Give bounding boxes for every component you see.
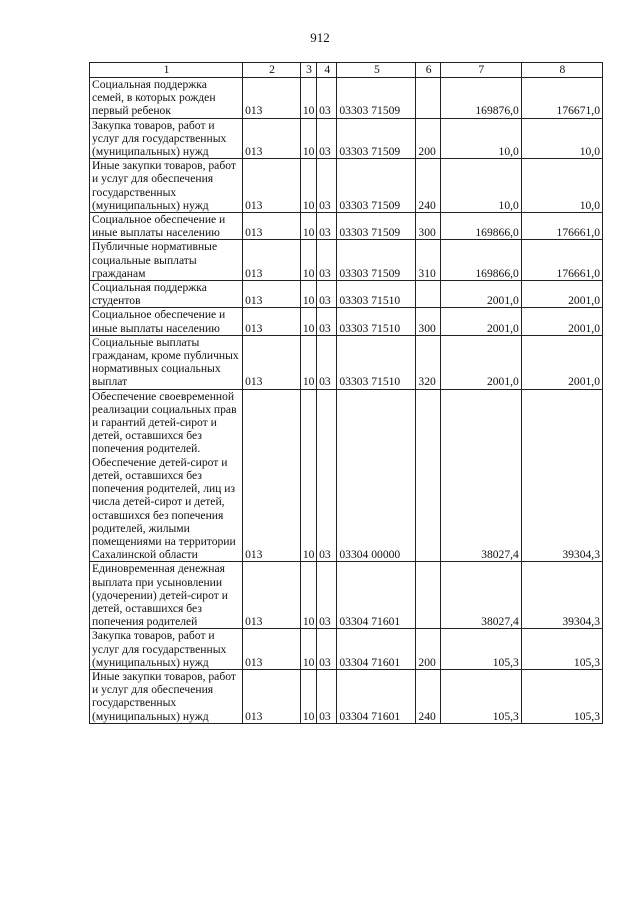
row-name: Публичные нормативные социальные выплаты гражданам xyxy=(90,240,243,281)
target-code: 03303 71510 xyxy=(337,281,416,308)
ministry-code: 013 xyxy=(243,281,301,308)
subsection-code: 03 xyxy=(317,629,337,670)
ministry-code: 013 xyxy=(243,78,301,119)
column-header: 3 xyxy=(300,63,316,78)
row-name: Социальная поддержка студентов xyxy=(90,281,243,308)
column-header: 8 xyxy=(521,63,602,78)
row-name: Закупка товаров, работ и услуг для государственных (муниципальных) нужд xyxy=(90,118,243,159)
expense-type-code: 240 xyxy=(416,159,440,213)
section-code: 10 xyxy=(300,562,316,629)
section-code: 10 xyxy=(300,240,316,281)
section-code: 10 xyxy=(300,389,316,562)
target-code: 03303 71509 xyxy=(337,213,416,240)
page-number: 912 xyxy=(310,30,330,45)
section-code: 10 xyxy=(300,669,316,723)
amount-year-2: 2001,0 xyxy=(521,308,602,335)
amount-year-2: 176671,0 xyxy=(521,78,602,119)
column-header: 6 xyxy=(416,63,440,78)
target-code: 03303 71510 xyxy=(337,308,416,335)
amount-year-2: 39304,3 xyxy=(521,562,602,629)
ministry-code: 013 xyxy=(243,629,301,670)
expense-type-code: 300 xyxy=(416,308,440,335)
amount-year-1: 10,0 xyxy=(440,159,521,213)
row-name: Социальное обеспечение и иные выплаты населению xyxy=(90,308,243,335)
table-row xyxy=(90,308,603,335)
subsection-code: 03 xyxy=(317,78,337,119)
amount-year-2: 10,0 xyxy=(521,159,602,213)
amount-year-2: 2001,0 xyxy=(521,335,602,389)
ministry-code: 013 xyxy=(243,389,301,562)
amount-year-2: 105,3 xyxy=(521,669,602,723)
ministry-code: 013 xyxy=(243,159,301,213)
expense-type-code xyxy=(416,78,440,119)
table-row xyxy=(90,335,603,389)
amount-year-1: 169876,0 xyxy=(440,78,521,119)
target-code: 03303 71510 xyxy=(337,335,416,389)
subsection-code: 03 xyxy=(317,281,337,308)
column-header: 7 xyxy=(440,63,521,78)
row-name: Социальная поддержка семей, в которых рожден первый ребенок xyxy=(90,78,243,119)
subsection-code: 03 xyxy=(317,213,337,240)
amount-year-1: 10,0 xyxy=(440,118,521,159)
column-header: 2 xyxy=(243,63,301,78)
expense-type-code: 200 xyxy=(416,629,440,670)
expense-type-code: 240 xyxy=(416,669,440,723)
target-code: 03303 71509 xyxy=(337,78,416,119)
section-code: 10 xyxy=(300,118,316,159)
expense-type-code: 300 xyxy=(416,213,440,240)
row-name: Иные закупки товаров, работ и услуг для обеспечения государственных (муниципальных) нужд xyxy=(90,669,243,723)
subsection-code: 03 xyxy=(317,159,337,213)
section-code: 10 xyxy=(300,335,316,389)
subsection-code: 03 xyxy=(317,118,337,159)
target-code: 03303 71509 xyxy=(337,118,416,159)
ministry-code: 013 xyxy=(243,335,301,389)
ministry-code: 013 xyxy=(243,562,301,629)
budget-table xyxy=(89,62,603,724)
table-row xyxy=(90,213,603,240)
row-name: Закупка товаров, работ и услуг для государственных (муниципальных) нужд xyxy=(90,629,243,670)
ministry-code: 013 xyxy=(243,240,301,281)
table-row xyxy=(90,159,603,213)
subsection-code: 03 xyxy=(317,335,337,389)
table-row xyxy=(90,562,603,629)
expense-type-code: 200 xyxy=(416,118,440,159)
section-code: 10 xyxy=(300,308,316,335)
target-code: 03304 71601 xyxy=(337,629,416,670)
subsection-code: 03 xyxy=(317,308,337,335)
amount-year-2: 2001,0 xyxy=(521,281,602,308)
section-code: 10 xyxy=(300,281,316,308)
table-row xyxy=(90,389,603,562)
table-row xyxy=(90,118,603,159)
row-name: Единовременная денежная выплата при усыновлении (удочерении) детей-сирот и детей, оставшихся без попечения родителей xyxy=(90,562,243,629)
expense-type-code: 310 xyxy=(416,240,440,281)
table-row xyxy=(90,78,603,119)
expense-type-code xyxy=(416,562,440,629)
column-header: 1 xyxy=(90,63,243,78)
amount-year-2: 176661,0 xyxy=(521,213,602,240)
target-code: 03304 71601 xyxy=(337,669,416,723)
ministry-code: 013 xyxy=(243,213,301,240)
ministry-code: 013 xyxy=(243,669,301,723)
amount-year-1: 169866,0 xyxy=(440,213,521,240)
amount-year-1: 2001,0 xyxy=(440,281,521,308)
section-code: 10 xyxy=(300,159,316,213)
amount-year-1: 38027,4 xyxy=(440,389,521,562)
section-code: 10 xyxy=(300,629,316,670)
expense-type-code xyxy=(416,389,440,562)
amount-year-2: 10,0 xyxy=(521,118,602,159)
expense-type-code xyxy=(416,281,440,308)
target-code: 03304 00000 xyxy=(337,389,416,562)
amount-year-1: 105,3 xyxy=(440,629,521,670)
ministry-code: 013 xyxy=(243,308,301,335)
amount-year-1: 169866,0 xyxy=(440,240,521,281)
amount-year-2: 176661,0 xyxy=(521,240,602,281)
table-row xyxy=(90,669,603,723)
amount-year-2: 105,3 xyxy=(521,629,602,670)
amount-year-1: 2001,0 xyxy=(440,308,521,335)
section-code: 10 xyxy=(300,78,316,119)
expense-type-code: 320 xyxy=(416,335,440,389)
table-row xyxy=(90,629,603,670)
ministry-code: 013 xyxy=(243,118,301,159)
subsection-code: 03 xyxy=(317,240,337,281)
target-code: 03303 71509 xyxy=(337,159,416,213)
column-header: 5 xyxy=(337,63,416,78)
section-code: 10 xyxy=(300,213,316,240)
subsection-code: 03 xyxy=(317,669,337,723)
target-code: 03304 71601 xyxy=(337,562,416,629)
amount-year-1: 105,3 xyxy=(440,669,521,723)
amount-year-1: 2001,0 xyxy=(440,335,521,389)
amount-year-1: 38027,4 xyxy=(440,562,521,629)
row-name: Социальные выплаты гражданам, кроме публичных нормативных социальных выплат xyxy=(90,335,243,389)
table-row xyxy=(90,240,603,281)
row-name: Социальное обеспечение и иные выплаты населению xyxy=(90,213,243,240)
subsection-code: 03 xyxy=(317,562,337,629)
row-name: Обеспечение своевременной реализации социальных прав и гарантий детей-сирот и детей, оставшихся без попечения родителей. Обеспечение детей-сирот и детей, оставшихся без попечения родителей, лиц из числа детей-сирот и детей, оставшихся без попечения родителей, жилыми помещениями на территории Сахалинской области xyxy=(90,389,243,562)
row-name: Иные закупки товаров, работ и услуг для обеспечения государственных (муниципальных) нужд xyxy=(90,159,243,213)
table-row xyxy=(90,281,603,308)
table-header-row xyxy=(90,63,603,78)
column-header: 4 xyxy=(317,63,337,78)
amount-year-2: 39304,3 xyxy=(521,389,602,562)
target-code: 03303 71509 xyxy=(337,240,416,281)
subsection-code: 03 xyxy=(317,389,337,562)
